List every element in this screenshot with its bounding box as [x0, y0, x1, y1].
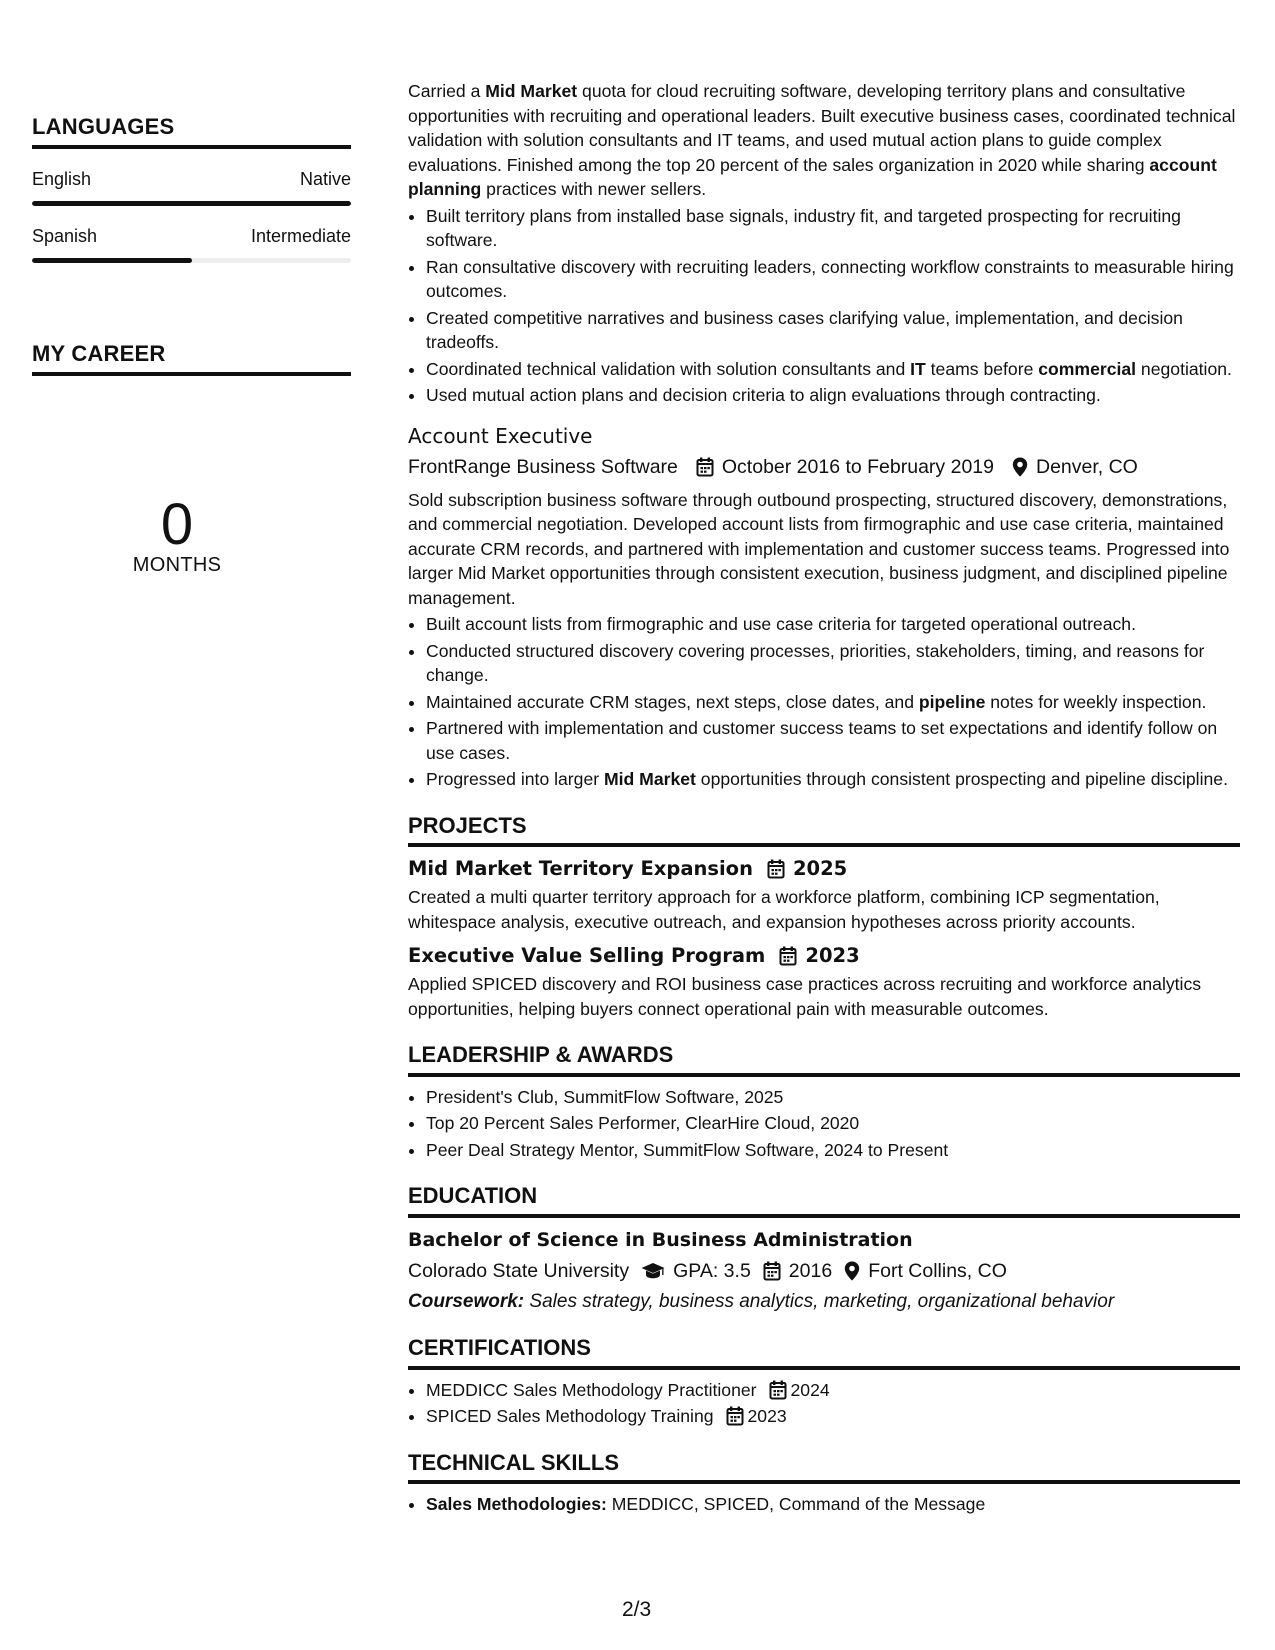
calendar-icon: [696, 457, 714, 477]
text-run: Used mutual action plans and decision criteria to align evaluations through contracting.: [426, 385, 1101, 405]
language-level: Intermediate: [250, 226, 351, 246]
job-summary: [408, 488, 1240, 611]
coursework: [408, 1290, 1240, 1315]
language-bar: [32, 258, 351, 263]
text-run: teams before: [925, 358, 1039, 379]
language-row: [32, 169, 351, 190]
job-meta: [408, 454, 1240, 480]
job-summary: [408, 79, 1240, 202]
graduation-year: 2016: [788, 1259, 833, 1282]
text-run: Partnered with implementation and customer success teams to set expectations and identify follow on use cases.: [426, 718, 1218, 763]
languages-list: [32, 169, 351, 263]
certification-item: [426, 1404, 1240, 1429]
text-run: negotiation.: [1136, 358, 1232, 379]
language-name: English: [32, 169, 92, 189]
map-pin-icon: [844, 1261, 860, 1281]
certifications-heading: CERTIFICATIONS: [408, 1336, 1240, 1370]
certification-row: [426, 1378, 1240, 1403]
bold-text: Mid Market: [603, 769, 696, 789]
bullet-item: [426, 690, 1240, 715]
bold-text: IT: [910, 358, 926, 379]
school-name: Colorado State University: [408, 1259, 630, 1282]
calendar-icon: [769, 1380, 787, 1400]
skills-heading: TECHNICAL SKILLS: [408, 1451, 1240, 1485]
project-description: Applied SPICED discovery and ROI business case practices across recruiting and workforce analytics opportunities, helping buyers connect operational pain with measurable outcomes.: [408, 974, 1202, 1019]
coursework-text: Sales strategy, business analytics, marketing, organizational behavior: [524, 1290, 1115, 1312]
text-run: Carried a: [408, 81, 486, 101]
awards-list: [408, 1085, 1240, 1163]
text-run: Ran consultative discovery with recruiting leaders, connecting workflow constraints to measurable hiring outcomes.: [426, 256, 1234, 301]
job-company: FrontRange Business Software: [408, 455, 678, 478]
skill-item: [426, 1492, 1240, 1517]
bold-text: Mid Market: [485, 81, 578, 101]
calendar-icon: [767, 859, 785, 879]
text-run: Conducted structured discovery covering processes, priorities, stakeholders, timing, and reasons for change.: [426, 640, 1205, 685]
certification-item: [426, 1378, 1240, 1403]
language-name: Spanish: [32, 226, 98, 246]
sidebar: [32, 114, 351, 577]
gpa: GPA: 3.5: [673, 1259, 751, 1282]
awards-heading: LEADERSHIP & AWARDS: [408, 1043, 1240, 1077]
calendar-icon: [763, 1261, 781, 1281]
text-run: Built account lists from firmographic and use case criteria for targeted operational outreach.: [426, 614, 1136, 634]
degree-title: Bachelor of Science in Business Administration: [408, 1228, 913, 1251]
text-run: Maintained accurate CRM stages, next steps, close dates, and: [426, 691, 919, 712]
language-bar: [32, 201, 351, 206]
school-location: Fort Collins, CO: [868, 1259, 1007, 1282]
award-item: • Peer Deal Strategy Mentor, SummitFlow Software, 2024 to Present: [426, 1138, 1240, 1163]
project-description: Created a multi quarter territory approach for a workforce platform, combining ICP segmentation, whitespace analysis, executive outreach, and expansion hypotheses across priority accounts.: [408, 887, 1160, 932]
certification-year: 2023: [747, 1406, 787, 1426]
text-run: opportunities through consistent prospecting and pipeline discipline.: [695, 769, 1228, 789]
bullet-item: [426, 716, 1240, 765]
text-run: Progressed into larger: [426, 769, 604, 789]
job-dates: October 2016 to February 2019: [721, 455, 994, 478]
job-title: Account Executive: [408, 423, 593, 448]
language-bar-fill: [32, 201, 351, 206]
bold-text: commercial: [1038, 358, 1137, 379]
project-year: 2023: [805, 944, 860, 967]
bullet-item: [426, 639, 1240, 688]
certifications-list: [408, 1378, 1240, 1429]
text-run: Sold subscription business software through outbound prospecting, structured discovery, demonstrations, and commercial negotiation. Developed account lists from firmographic and use case criteria, maintained accurate CRM records, and partnered with implementation and customer success teams. Progressed into larger Mid Market opportunities through consistent execution, business judgment, and disciplined pipeline management.: [408, 489, 1230, 608]
bullet-item: [426, 612, 1240, 637]
text-run: notes for weekly inspection.: [985, 691, 1207, 712]
main-column: [408, 79, 1240, 1519]
certification-name: • SPICED Sales Methodology Training: [426, 1406, 714, 1426]
project-title-row: [408, 942, 1240, 970]
languages-heading: LANGUAGES: [32, 114, 351, 149]
bullet-item: [426, 357, 1240, 382]
career-unit: MONTHS: [132, 554, 222, 576]
page-number: 2/3: [622, 1598, 652, 1621]
education-heading: EDUCATION: [408, 1184, 1240, 1218]
text-run: Built territory plans from installed base signals, industry fit, and targeted prospecting for recruiting software.: [426, 205, 1181, 250]
award-item: • President's Club, SummitFlow Software, 2025: [426, 1085, 1240, 1110]
map-pin-icon: [1012, 457, 1028, 477]
projects-list: [408, 855, 1240, 1021]
project-year: 2025: [792, 857, 848, 880]
language-row: [32, 226, 351, 247]
coursework-label: Coursework:: [408, 1290, 525, 1312]
text-run: Created competitive narratives and business cases clarifying value, implementation, and decision tradeoffs.: [426, 307, 1183, 352]
certification-name: • MEDDICC Sales Methodology Practitioner: [426, 1379, 757, 1400]
bold-text: account planning: [408, 154, 1217, 199]
bullet-item: [426, 204, 1240, 253]
projects-heading: PROJECTS: [408, 814, 1240, 848]
language-level: Native: [299, 169, 351, 189]
text-run: Coordinated technical validation with solution consultants and: [426, 358, 911, 379]
project-title: Executive Value Selling Program: [408, 944, 766, 967]
education-meta: [408, 1258, 1240, 1284]
language-bar-fill: [32, 258, 192, 263]
career-counter: [32, 492, 322, 577]
text-run: practices with newer sellers.: [481, 179, 707, 199]
career-value: 0: [160, 492, 194, 557]
project-title-row: [408, 855, 1240, 883]
calendar-icon: [779, 946, 797, 966]
skill-value: MEDDICC, SPICED, Command of the Message: [606, 1494, 986, 1514]
bullet-item: [426, 306, 1240, 355]
bullet-item: [426, 383, 1240, 408]
skill-label: Sales Methodologies:: [426, 1494, 607, 1514]
certification-year: 2024: [790, 1379, 830, 1400]
career-heading: MY CAREER: [32, 341, 351, 376]
project-title: Mid Market Territory Expansion: [408, 857, 753, 880]
skills-list: [408, 1492, 1240, 1517]
text-run: quota for cloud recruiting software, developing territory plans and consultative opportunities with recruiting and operational leaders. Built executive business cases, coordinated technical validation with solution consultants and IT teams, and used mutual action plans to guide complex evaluations. Finished among the top 20 percent of the sales organization in 2020 while sharing: [408, 81, 1236, 175]
certification-row: [426, 1404, 1240, 1429]
job-bullets: [408, 612, 1240, 792]
bullet-item: [426, 767, 1240, 792]
graduation-cap-icon: [641, 1262, 665, 1280]
bold-text: pipeline: [918, 691, 986, 712]
award-item: • Top 20 Percent Sales Performer, ClearHire Cloud, 2020: [426, 1111, 1240, 1136]
job-bullets: [408, 204, 1240, 408]
bullet-item: [426, 255, 1240, 304]
job-location: Denver, CO: [1035, 455, 1138, 478]
calendar-icon: [726, 1406, 744, 1426]
